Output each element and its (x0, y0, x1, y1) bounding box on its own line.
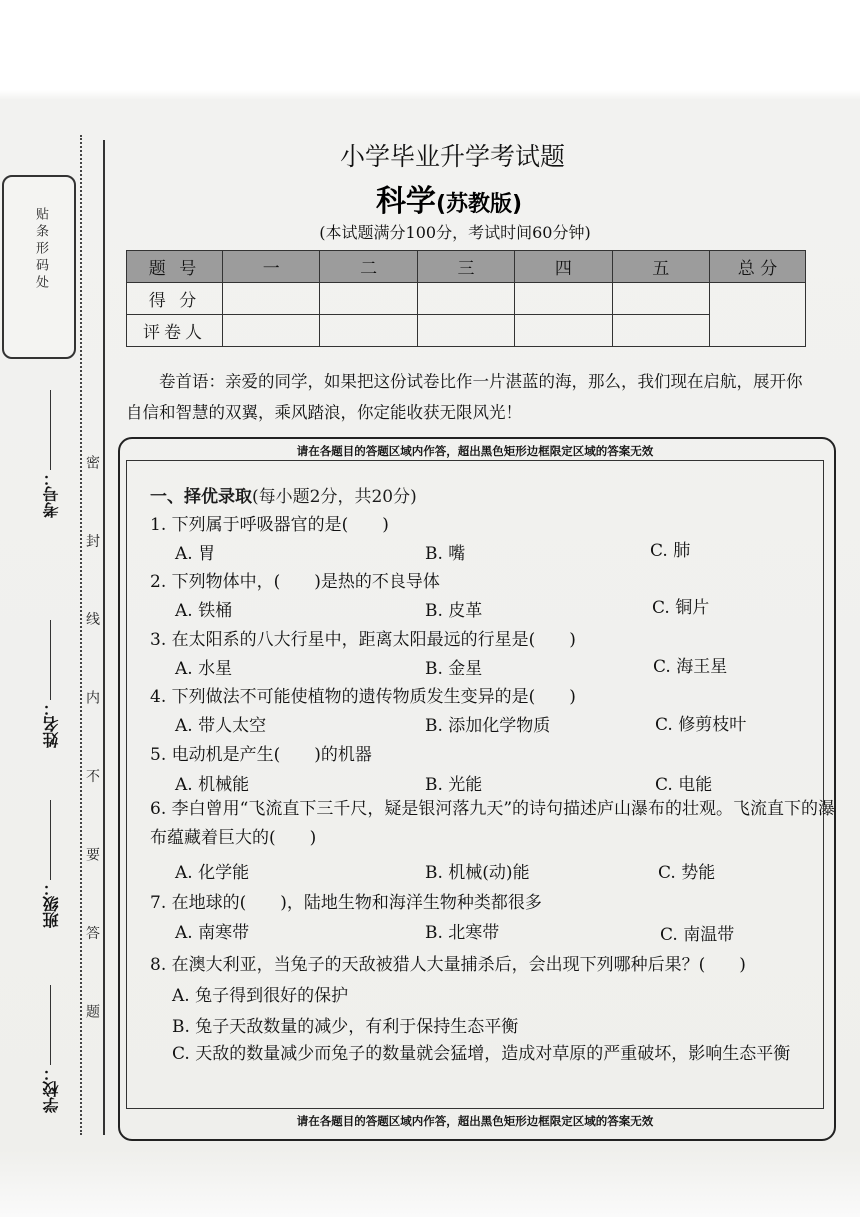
question-2-stem: 2. 下列物体中，( )是热的不良导体 (150, 572, 440, 592)
score-row-label: 得 分 (127, 283, 223, 315)
question-8-option-b[interactable]: B. 兔子天敌数量的减少，有利于保持生态平衡 (172, 1017, 519, 1037)
question-1-option-b[interactable]: B. 嘴 (425, 544, 466, 564)
total-score-cell[interactable] (710, 283, 806, 347)
subject-name: 科学 (375, 184, 436, 219)
question-7-option-a[interactable]: A. 南寒带 (175, 923, 250, 943)
question-5-option-c[interactable]: C. 电能 (655, 775, 713, 795)
grader-row-label: 评卷人 (127, 315, 223, 347)
question-8-stem: 8. 在澳大利亚，当兔子的天敌被猎人大量捕杀后，会出现下列哪种后果？( ) (150, 955, 746, 975)
exam-title: 小学毕业升学考试题 (339, 142, 565, 171)
question-2-option-c[interactable]: C. 铜片 (652, 598, 710, 618)
grader-cell[interactable] (223, 315, 320, 347)
question-4-option-a[interactable]: A. 带人太空 (175, 716, 267, 736)
question-7-stem: 7. 在地球的( )，陆地生物和海洋生物种类都很多 (150, 893, 542, 913)
answer-area-warning-top: 请在各题目的答题区域内作答，超出黑色矩形边框限定区域的答案无效 (296, 444, 654, 458)
question-5-option-a[interactable]: A. 机械能 (175, 775, 250, 795)
section-heading (150, 482, 417, 507)
grader-cell[interactable] (320, 315, 417, 347)
question-7-option-c[interactable]: C. 南温带 (660, 925, 735, 945)
question-8-option-a[interactable]: A. 兔子得到很好的保护 (172, 986, 349, 1006)
question-4-option-b[interactable]: B. 添加化学物质 (425, 716, 551, 736)
header-cell-question-no: 题 号 (127, 251, 223, 283)
question-1-option-a[interactable]: A. 胃 (175, 544, 216, 564)
class-label: 班级： (42, 880, 61, 928)
score-cell[interactable] (417, 283, 514, 315)
preface-text: 卷首语：亲爱的同学，如果把这份试卷比作一片湛蓝的海，那么，我们现在启航，展开你自信和智慧的双翼，乘风踏浪，你定能收获无限风光！ (126, 372, 803, 422)
grader-cell[interactable] (417, 315, 514, 347)
question-5-option-b[interactable]: B. 光能 (425, 775, 483, 795)
question-3-option-c[interactable]: C. 海王星 (653, 657, 728, 677)
score-row (127, 283, 806, 315)
header-cell-total: 总 分 (710, 251, 806, 283)
exam-note: (本试题满分100分，考试时间60分钟) (319, 223, 591, 242)
question-6-stem: 6. 李白曾用“飞流直下三千尺，疑是银河落九天”的诗句描述庐山瀑布的壮观。飞流直下的瀑布蕴藏着巨大的( ) (150, 799, 836, 848)
grader-cell[interactable] (612, 315, 709, 347)
name-field[interactable] (40, 620, 63, 748)
name-label: 姓名： (42, 700, 61, 748)
section-points: (每小题2分，共20分) (252, 487, 417, 507)
question-4-option-c[interactable]: C. 修剪枝叶 (655, 715, 747, 735)
class-field[interactable] (40, 800, 63, 928)
header-cell-1: 一 (223, 251, 320, 283)
subject-edition: (苏教版) (435, 192, 523, 217)
answer-area-warning-bottom: 请在各题目的答题区域内作答，超出黑色矩形边框限定区域的答案无效 (296, 1114, 654, 1128)
question-1-option-c[interactable]: C. 肺 (650, 541, 691, 561)
grader-row (127, 315, 806, 347)
question-2-option-a[interactable]: A. 铁桶 (175, 601, 233, 621)
question-7-option-b[interactable]: B. 北寒带 (425, 923, 500, 943)
header-cell-5: 五 (612, 251, 709, 283)
school-field[interactable] (40, 985, 63, 1113)
question-6-option-c[interactable]: C. 势能 (658, 863, 716, 883)
exam-subject (0, 176, 860, 220)
question-3-option-b[interactable]: B. 金星 (425, 659, 483, 679)
question-6-option-a[interactable]: A. 化学能 (175, 863, 250, 883)
barcode-area-label: 贴条形码处 (33, 207, 48, 292)
question-3-option-a[interactable]: A. 水星 (175, 659, 233, 679)
score-table (126, 250, 806, 347)
question-4-stem: 4. 下列做法不可能使植物的遗传物质发生变异的是( ) (150, 687, 576, 707)
exam-number-label: 考号： (42, 470, 61, 518)
score-cell[interactable] (320, 283, 417, 315)
question-6-option-b[interactable]: B. 机械(动)能 (425, 863, 530, 883)
exam-number-field[interactable] (40, 390, 63, 518)
grader-cell[interactable] (515, 315, 612, 347)
question-1-stem: 1. 下列属于呼吸器官的是( ) (150, 515, 389, 535)
header-cell-2: 二 (320, 251, 417, 283)
score-cell[interactable] (612, 283, 709, 315)
header-cell-4: 四 (515, 251, 612, 283)
score-cell[interactable] (515, 283, 612, 315)
seal-line-notice: 密 封 线 内 不 要 答 题 (84, 455, 100, 1049)
header-cell-3: 三 (417, 251, 514, 283)
section-title: 一、择优录取 (150, 487, 252, 507)
question-5-stem: 5. 电动机是产生( )的机器 (150, 745, 372, 765)
score-table-header-row (127, 251, 806, 283)
seal-solid-line (103, 140, 105, 1135)
question-2-option-b[interactable]: B. 皮革 (425, 601, 483, 621)
score-cell[interactable] (223, 283, 320, 315)
question-8-option-c[interactable]: C. 天敌的数量减少而兔子的数量就会猛增，造成对草原的严重破坏，影响生态平衡 (172, 1044, 791, 1064)
school-label: 学校： (42, 1065, 61, 1113)
question-3-stem: 3. 在太阳系的八大行星中，距离太阳最远的行星是( ) (150, 630, 576, 650)
